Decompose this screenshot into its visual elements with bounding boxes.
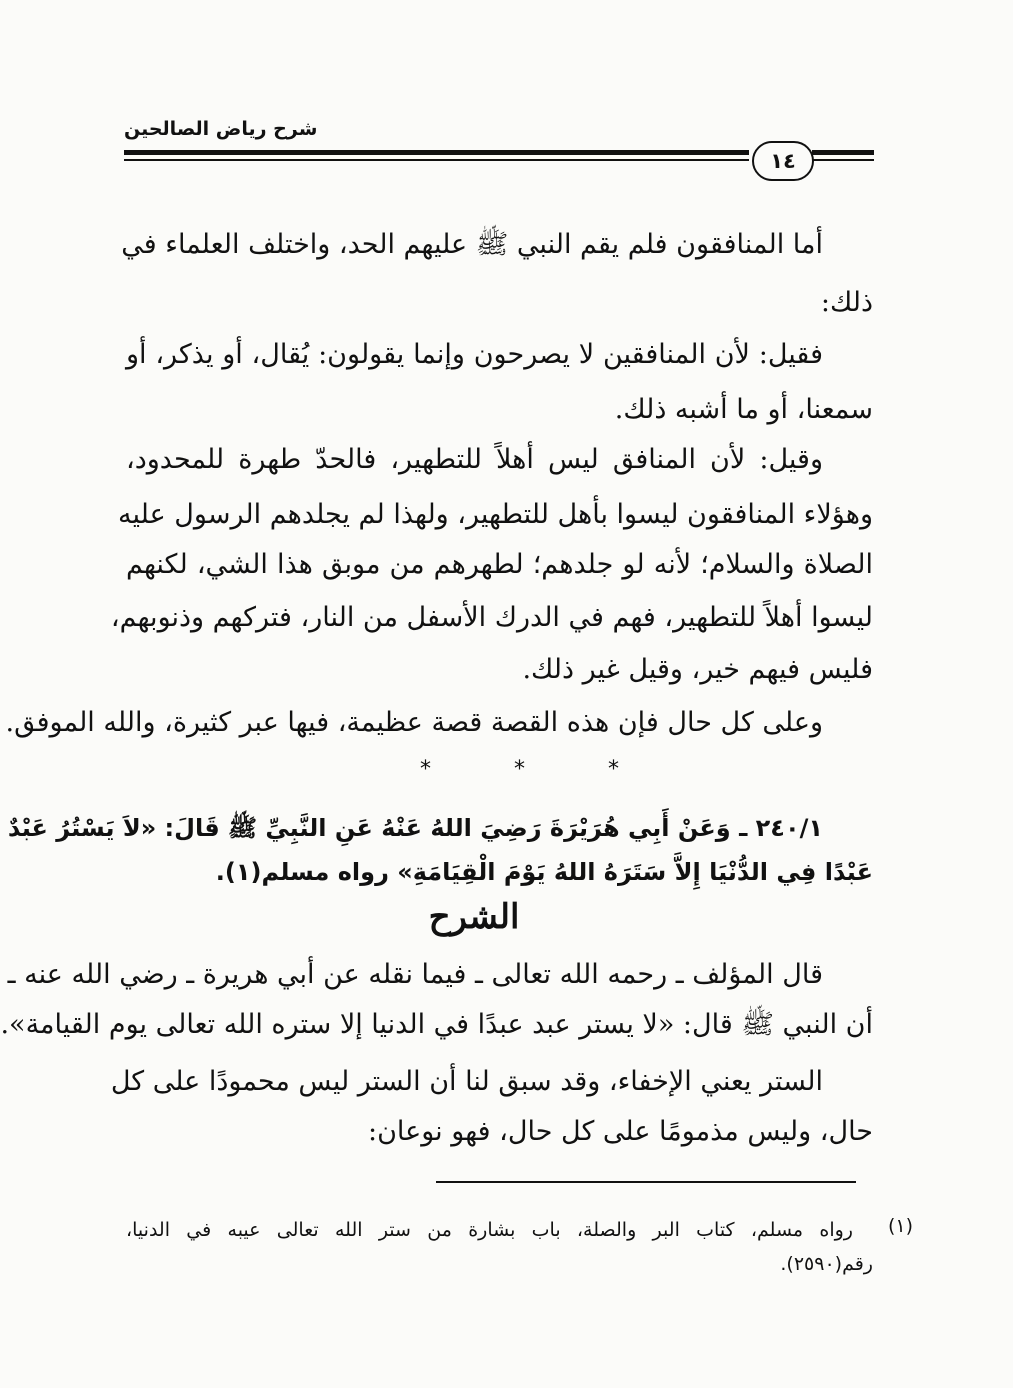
hadith-line: ٢٤٠/١ ـ وَعَنْ أَبِي هُرَيْرَةَ رَضِيَ اللهُ عَنْهُ عَنِ النَّبِيِّ ﷺ قَالَ: «لاَ يَسْتُرُ عَبْدٌ <box>7 814 823 842</box>
commentary-line: الستر يعني الإخفاء، وقد سبق لنا أن الستر ليس محمودًا على كل <box>110 1066 823 1097</box>
section-separator: * * * <box>420 757 657 782</box>
body-line: الصلاة والسلام؛ لأنه لو جلدهم؛ لطهرهم من موبق هذا الشي، لكنهم <box>126 549 873 580</box>
commentary-line: حال، وليس مذمومًا على كل حال، فهو نوعان: <box>367 1116 873 1147</box>
footnote-marker: (١) <box>887 1215 913 1237</box>
footnote-line: رقم(٢٥٩٠). <box>780 1253 873 1275</box>
hadith-line: عَبْدًا فِي الدُّنْيَا إِلاَّ سَتَرَهُ اللهُ يَوْمَ الْقِيَامَةِ» رواه مسلم(١). <box>215 858 873 886</box>
body-line: وقيل: لأن المنافق ليس أهلاً للتطهير، فالحدّ طهرة للمحدود، <box>126 444 823 475</box>
commentary-line: قال المؤلف ـ رحمه الله تعالى ـ فيما نقله عن أبي هريرة ـ رضي الله عنه ـ <box>7 959 823 990</box>
footnote-line: رواه مسلم، كتاب البر والصلة، باب بشارة من ستر الله تعالى عيبه في الدنيا، <box>126 1219 853 1241</box>
section-heading: الشرح <box>428 897 520 937</box>
body-line: وهؤلاء المنافقون ليسوا بأهل للتطهير، ولهذا لم يجلدهم الرسول عليه <box>118 499 873 530</box>
header-rule <box>812 159 874 161</box>
body-line: ذلك: <box>820 287 873 318</box>
footnote-rule <box>436 1181 856 1183</box>
body-line: فليس فيهم خير، وقيل غير ذلك. <box>522 654 873 685</box>
header-rule <box>124 150 749 155</box>
body-line: فقيل: لأن المنافقين لا يصرحون وإنما يقولون: يُقال، أو يذكر، أو <box>126 339 823 370</box>
body-line: سمعنا، أو ما أشبه ذلك. <box>614 394 873 425</box>
commentary-line: أن النبي ﷺ قال: «لا يستر عبد عبدًا في الدنيا إلا ستره الله تعالى يوم القيامة». <box>0 1009 873 1040</box>
header-rule <box>124 159 749 161</box>
body-line: ليسوا أهلاً للتطهير، فهم في الدرك الأسفل من النار، فتركهم وذنوبهم، <box>110 602 873 633</box>
body-line: وعلى كل حال فإن هذه القصة قصة عظيمة، فيها عبر كثيرة، والله الموفق. <box>5 707 823 738</box>
header-rule <box>812 150 874 155</box>
page-number: ١٤ <box>752 141 814 181</box>
running-title: شرح رياض الصالحين <box>124 118 318 140</box>
body-line: أما المنافقون فلم يقم النبي ﷺ عليهم الحد، واختلف العلماء في <box>121 229 823 260</box>
